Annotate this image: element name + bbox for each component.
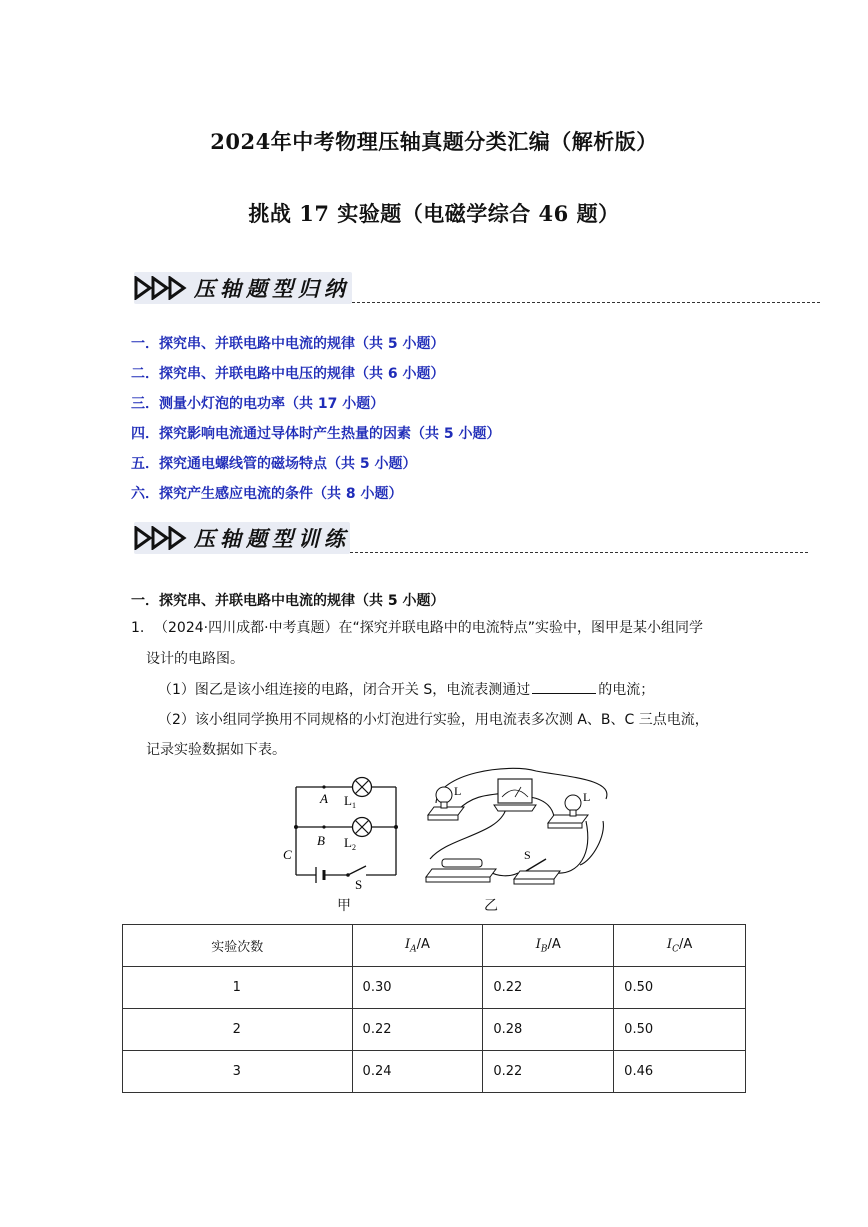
triple-arrow-icon bbox=[134, 276, 188, 300]
point-a-label: A bbox=[320, 791, 328, 806]
question-number: 1. bbox=[131, 620, 145, 636]
table-cell: 3 bbox=[123, 1051, 353, 1093]
experiment-data-table bbox=[122, 924, 746, 1093]
switch-s-label: S bbox=[355, 877, 363, 890]
toc-item[interactable]: 五．探究通电螺线管的磁场特点（共 5 小题） bbox=[131, 456, 417, 472]
table-cell: 0.22 bbox=[352, 1009, 483, 1051]
table-cell: 2 bbox=[123, 1009, 353, 1051]
summary-banner bbox=[134, 271, 350, 305]
figure-caption-left: 甲 bbox=[337, 898, 351, 914]
document-subtitle: 挑战 17 实验题（电磁学综合 46 题） bbox=[248, 201, 620, 226]
lamp-l2-subscript: 2 bbox=[352, 843, 356, 852]
table-row bbox=[123, 967, 746, 1009]
table-cell: 0.22 bbox=[483, 967, 614, 1009]
question-line: 设计的电路图。 bbox=[146, 651, 244, 667]
table-cell: 0.22 bbox=[483, 1051, 614, 1093]
column-header: $I_C/A$ bbox=[614, 925, 746, 967]
triple-arrow-icon bbox=[134, 526, 188, 550]
table-row bbox=[123, 1051, 746, 1093]
question-part-2: （2）该小组同学换用不同规格的小灯泡进行实验，用电流表多次测 A、B、C 三点电流， bbox=[158, 712, 709, 728]
table-cell: 0.30 bbox=[352, 967, 483, 1009]
wiring-l2-label: L bbox=[583, 790, 591, 804]
answer-blank[interactable] bbox=[532, 679, 596, 694]
divider-line bbox=[350, 552, 808, 553]
table-cell: 0.50 bbox=[614, 967, 746, 1009]
toc-item[interactable]: 二．探究串、并联电路中电压的规律（共 6 小题） bbox=[131, 366, 445, 382]
question-part-1: （1）图乙是该小组连接的电路，闭合开关 S，电流表测通过 的电流； bbox=[158, 676, 654, 705]
divider-line bbox=[352, 302, 820, 303]
table-header-row bbox=[123, 925, 746, 967]
lamp-l1-subscript: 1 bbox=[352, 801, 356, 810]
wiring-l1-label: L bbox=[454, 784, 462, 798]
table-cell: 0.28 bbox=[483, 1009, 614, 1051]
section-heading: 一．探究串、并联电路中电流的规律（共 5 小题） bbox=[131, 593, 445, 609]
toc-item[interactable]: 六．探究产生感应电流的条件（共 8 小题） bbox=[131, 486, 403, 502]
column-header: $I_B/A$ bbox=[483, 925, 614, 967]
training-banner bbox=[134, 521, 350, 555]
question-line: 记录实验数据如下表。 bbox=[146, 742, 286, 758]
circuit-diagram bbox=[280, 775, 405, 890]
column-header: 实验次数 bbox=[123, 925, 353, 967]
table-row bbox=[123, 1009, 746, 1051]
point-b-label: B bbox=[317, 833, 325, 848]
question-line: （2024·四川成都·中考真题）在“探究并联电路中的电流特点”实验中，图甲是某小组同学 bbox=[154, 620, 704, 636]
table-cell: 0.46 bbox=[614, 1051, 746, 1093]
figure-caption-right: 乙 bbox=[484, 898, 498, 914]
table-cell: 1 bbox=[123, 967, 353, 1009]
wiring-illustration bbox=[418, 765, 618, 890]
lamp-l1-label: L bbox=[344, 793, 352, 808]
point-c-label: C bbox=[283, 847, 292, 862]
column-header: $I_A/A$ bbox=[352, 925, 483, 967]
table-of-contents bbox=[131, 329, 501, 509]
banner-label: 压轴题型归纳 bbox=[194, 276, 350, 301]
table-cell: 0.50 bbox=[614, 1009, 746, 1051]
banner-label: 压轴题型训练 bbox=[194, 526, 350, 551]
toc-item[interactable]: 三．测量小灯泡的电功率（共 17 小题） bbox=[131, 396, 385, 412]
lamp-l2-label: L bbox=[344, 835, 352, 850]
wiring-s-label: S bbox=[524, 848, 531, 862]
toc-item[interactable]: 四．探究影响电流通过导体时产生热量的因素（共 5 小题） bbox=[131, 426, 501, 442]
toc-item[interactable]: 一．探究串、并联电路中电流的规律（共 5 小题） bbox=[131, 336, 445, 352]
table-cell: 0.24 bbox=[352, 1051, 483, 1093]
document-title: 2024年中考物理压轴真题分类汇编（解析版） bbox=[210, 129, 658, 154]
